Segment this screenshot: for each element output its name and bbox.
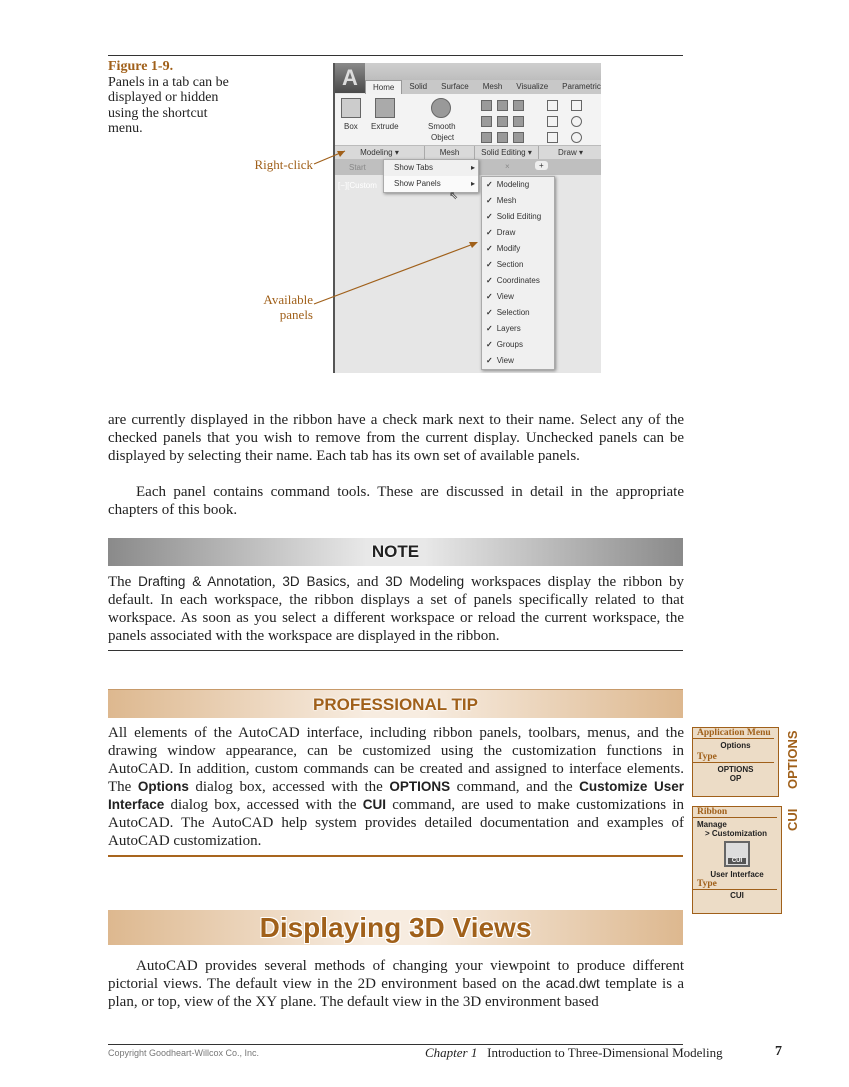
section-heading: Displaying 3D Views xyxy=(108,910,683,945)
options-access-item: Options xyxy=(720,741,751,750)
application-logo[interactable]: A xyxy=(335,63,365,93)
submenu-item[interactable]: ✓ Coordinates xyxy=(486,276,540,285)
paragraph-command-tools: Each panel contains command tools. These are discussed in detail in the appropriate chapters of this book. xyxy=(108,484,684,518)
tab-surface[interactable]: Surface xyxy=(441,82,469,91)
check-icon: ✓ xyxy=(486,212,493,221)
paragraph-panels: are currently displayed in the ribbon have a check mark next to their name. Select any of the checked panels that you wish to remove from the current display. Unchecked panels can be displayed by selecting their name. Each tab has its own set of available panels. xyxy=(108,412,684,464)
panel-modeling[interactable]: Modeling ▾ xyxy=(335,146,425,159)
submenu-item[interactable]: ✓ Solid Editing xyxy=(486,212,542,221)
available-panels-arrow xyxy=(314,243,476,304)
options-type-command: OPTIONS xyxy=(717,765,754,774)
close-icon[interactable]: × xyxy=(505,162,510,171)
check-icon: ✓ xyxy=(486,324,493,333)
check-icon: ✓ xyxy=(486,196,493,205)
tip-bottom-rule xyxy=(108,855,683,857)
note-bottom-rule xyxy=(108,650,683,651)
viewport-label: [−][Custom xyxy=(338,181,377,190)
panel-draw[interactable]: Draw ▾ xyxy=(539,146,601,159)
check-icon: ✓ xyxy=(486,308,493,317)
note-text: The Drafting & Annotation, 3D Basics, and 3D Modeling workspaces display the ribbon by default. In each workspace, the ribbon displays a set of panels specifically related to that workspace. As soon as you select a different workspace or reload the current workspace, the panels associated with the workspace are displayed in the ribbon. xyxy=(108,574,685,644)
check-icon: ✓ xyxy=(486,356,493,365)
check-icon: ✓ xyxy=(486,228,493,237)
check-icon: ✓ xyxy=(486,244,493,253)
drawing-tab-start[interactable]: Start xyxy=(349,163,366,172)
cui-access-manage: Manage xyxy=(697,820,727,829)
object-label: Object xyxy=(431,133,455,142)
submenu-item[interactable]: ✓ View xyxy=(486,292,514,301)
panel-mesh[interactable]: Mesh xyxy=(425,146,475,159)
submenu-item[interactable]: ✓ Modify xyxy=(486,244,521,253)
note-header: NOTE xyxy=(108,538,683,566)
submenu-item[interactable]: ✓ Section xyxy=(486,260,524,269)
footer-chapter: Chapter 1 Introduction to Three-Dimensional Modeling xyxy=(425,1045,723,1060)
callout-available: Available xyxy=(263,292,313,307)
tab-visualize[interactable]: Visualize xyxy=(516,82,549,91)
options-type-alias: OP xyxy=(729,774,742,783)
submenu-item[interactable]: ✓ Groups xyxy=(486,340,523,349)
cui-command-box xyxy=(692,806,782,914)
cui-access-user-interface: User Interface xyxy=(710,870,764,879)
copyright: Copyright Goodheart-Willcox Co., Inc. xyxy=(108,1048,260,1058)
tab-home[interactable]: Home xyxy=(365,80,402,94)
options-type-header: Type xyxy=(693,752,774,763)
check-icon: ✓ xyxy=(486,180,493,189)
workspace-name: 3D Modeling xyxy=(385,574,465,589)
submenu-item[interactable]: ✓ Layers xyxy=(486,324,521,333)
submenu-item[interactable]: ✓ Modeling xyxy=(486,180,530,189)
professional-tip-header: PROFESSIONAL TIP xyxy=(108,689,683,718)
cui-type-header: Type xyxy=(693,879,777,890)
mouse-cursor-icon: ⇖ xyxy=(449,190,459,202)
menu-item-show-panels[interactable]: Show Panels ▸ xyxy=(384,176,478,192)
callout-panels: panels xyxy=(279,307,313,322)
submenu-item[interactable]: ✓ View xyxy=(486,356,514,365)
extrude-label: Extrude xyxy=(371,122,399,131)
options-command-box xyxy=(692,727,779,797)
figure-caption-text: Panels in a tab can be displayed or hidden using the shortcut menu. xyxy=(108,74,229,136)
box-label: Box xyxy=(344,122,358,131)
tab-mesh[interactable]: Mesh xyxy=(482,82,503,91)
cui-side-label: CUI xyxy=(785,808,800,831)
menu-item-show-tabs[interactable]: Show Tabs ▸ xyxy=(394,163,475,172)
callout-arrows xyxy=(0,0,849,400)
cui-icon: CUI xyxy=(724,841,750,867)
submenu-item[interactable]: ✓ Mesh xyxy=(486,196,517,205)
cui-type-command: CUI xyxy=(730,891,744,900)
submenu-item[interactable]: ✓ Draw xyxy=(486,228,516,237)
tab-parametric[interactable]: Parametric xyxy=(562,82,601,91)
submenu-item[interactable]: ✓ Selection xyxy=(486,308,530,317)
options-access-header: Application Menu xyxy=(693,728,774,739)
check-icon: ✓ xyxy=(486,340,493,349)
tip-text: All elements of the AutoCAD interface, including ribbon panels, toolbars, menus, and the drawing window appearance, can be customized using the customization functions in AutoCAD. In addition, custom commands can be created and assigned to interface elements. The Options dialog box, accessed with the OPTIONS command, and the Customize User Interface dialog box, accessed with the CUI command, are used to make customizations in AutoCAD. The AutoCAD help system provides detailed documentation and examples of AutoCAD customization. xyxy=(108,725,684,849)
check-icon: ✓ xyxy=(486,276,493,285)
check-icon: ✓ xyxy=(486,292,493,301)
workspace-name: 3D Basics xyxy=(282,574,347,589)
new-tab-icon[interactable]: + xyxy=(535,161,548,170)
template-name: acad.dwt xyxy=(545,976,600,991)
panel-solid-editing[interactable]: Solid Editing ▾ xyxy=(475,146,539,159)
cui-access-customization: > Customization xyxy=(705,829,768,838)
check-icon: ✓ xyxy=(486,260,493,269)
cui-access-header: Ribbon xyxy=(693,807,777,818)
tab-solid[interactable]: Solid xyxy=(409,82,428,91)
figure-label: Figure 1-9. xyxy=(108,59,174,74)
smooth-label: Smooth xyxy=(428,122,456,131)
callout-right-click: Right-click xyxy=(254,157,313,172)
paragraph-3d-views: AutoCAD provides several methods of changing your viewpoint to produce different pictorial views. The default view in the 2D environment based on the acad.dwt template is a plan, or top, view of the XY plane. The default view in the 3D environment based xyxy=(108,958,684,1010)
page-number: 7 xyxy=(775,1044,782,1059)
options-side-label: OPTIONS xyxy=(785,730,800,789)
workspace-name: Drafting & Annotation xyxy=(138,574,272,589)
